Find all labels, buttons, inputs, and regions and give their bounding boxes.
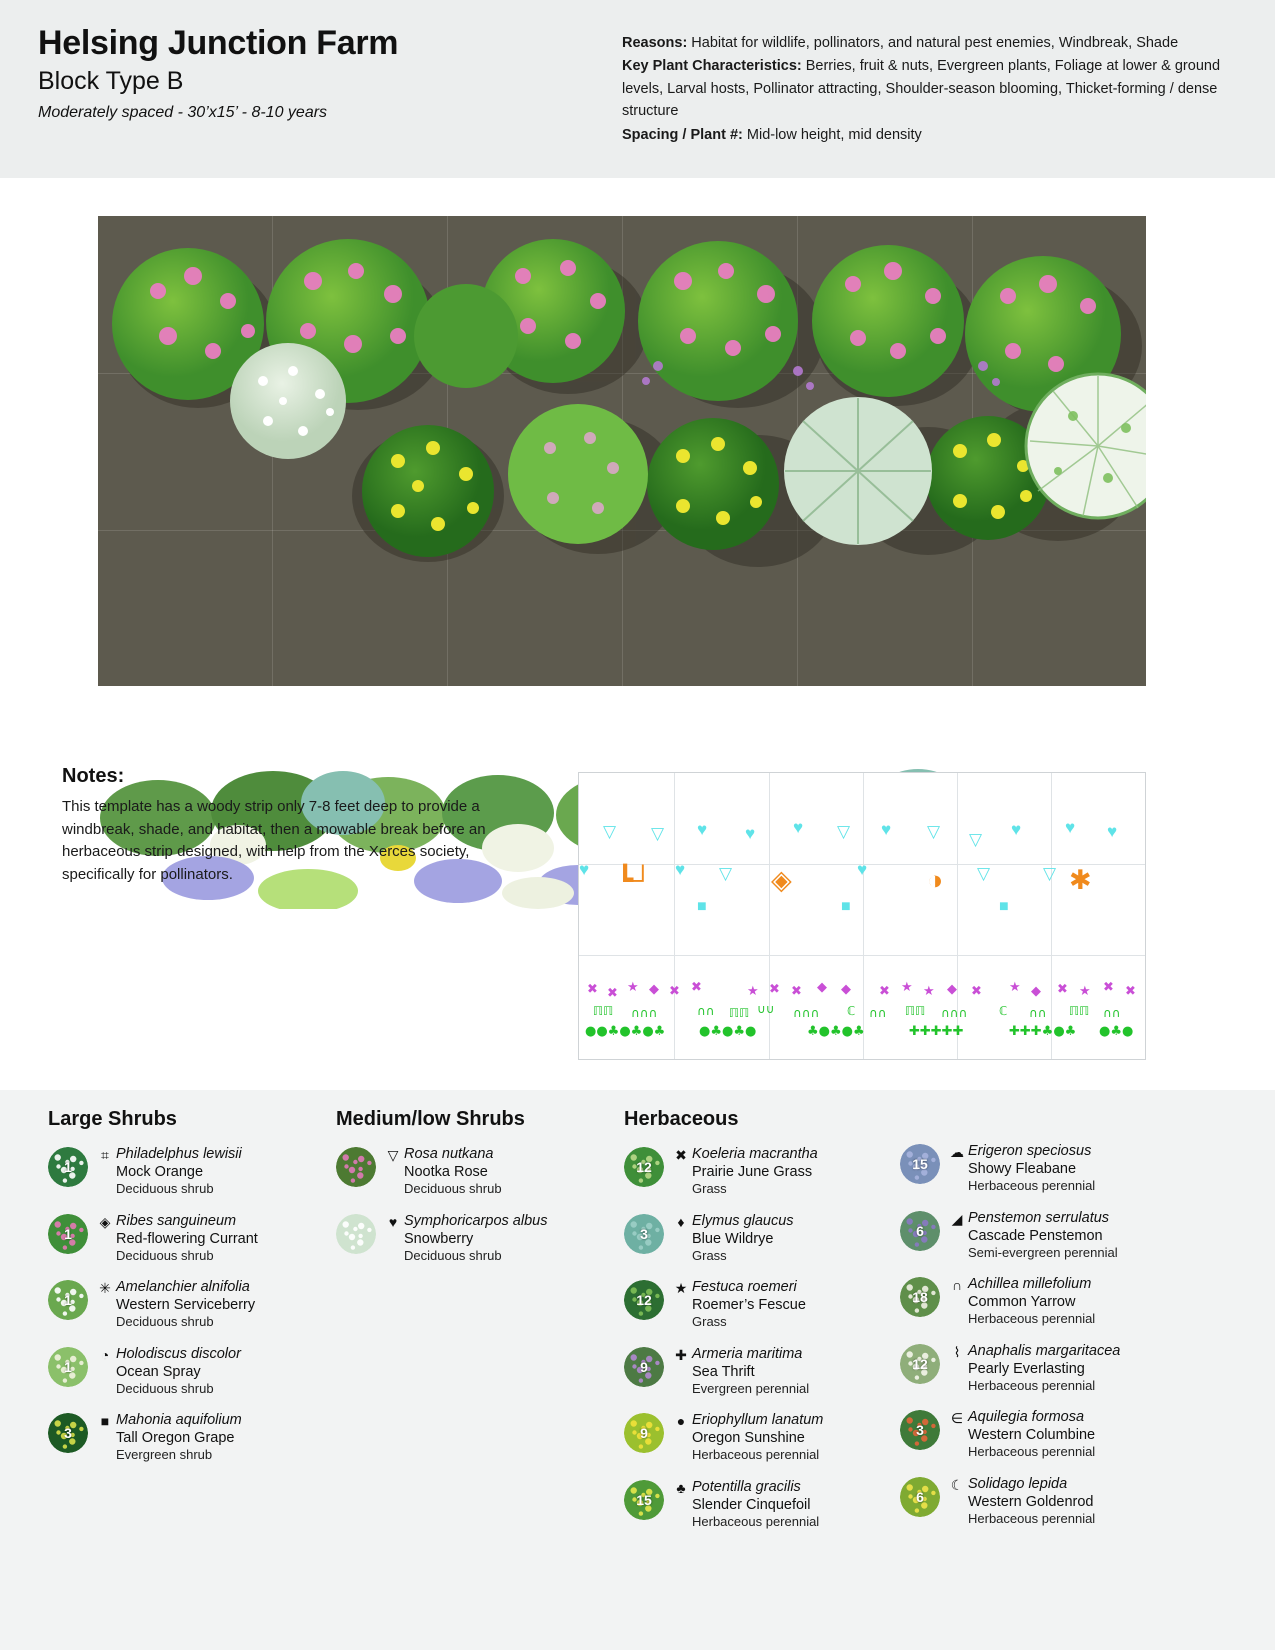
plant-thumbnail [900,1277,940,1317]
svg-text:∩∩: ∩∩ [697,1004,715,1018]
plant-common-name: Western Goldenrod [968,1493,1094,1510]
legend-item [624,1411,924,1464]
svg-text:∩∩∩: ∩∩∩ [631,1006,658,1020]
svg-text:★: ★ [1079,984,1091,999]
plan-symbol-rosa: ▽ [977,864,991,883]
plan-symbol-snowberry: ♥ [857,860,868,879]
reasons-text: Habitat for wildlife, pollinators, and natural pest enemies, Windbreak, Shade [687,35,1179,51]
plant-common-name: Oregon Sunshine [692,1430,805,1447]
plant-thumbnail [624,1214,664,1254]
reasons-row [622,32,1222,54]
page-title: Helsing Junction Farm [38,24,399,62]
svg-text:●♣●♣●: ●♣●♣● [699,1024,757,1039]
notes-body: This template has a woody strip only 7-8 feet deep to provide a windbreak, shade, and habitat, then a mowable break before an herbaceous strip designed, with help from the Xerces society, specifically for pollinators. [62,798,486,883]
svg-text:✖: ✖ [587,982,598,997]
notes-title: Notes: [62,765,125,787]
legend-title-medium-shrubs: Medium/low Shrubs [336,1108,525,1130]
plant-common-name: Mock Orange [116,1164,204,1181]
plant-scientific-name: Elymus glaucus [692,1212,794,1229]
legend-item [48,1278,328,1331]
svg-text:ℿℿ: ℿℿ [729,1006,750,1020]
plant-type: Evergreen perennial [692,1380,810,1396]
plan-symbol-mahonia: ■ [697,898,707,915]
plan-symbol-snowberry: ♥ [1065,818,1076,837]
plant-symbol-icon: ∈ [950,1410,964,1426]
block-type-label: Block Type B [38,67,184,95]
plan-symbol-snowberry: ♥ [1011,820,1022,839]
svg-text:✖: ✖ [879,984,890,999]
svg-text:✖: ✖ [791,984,802,999]
plant-thumbnail [624,1147,664,1187]
svg-text:✖: ✖ [1125,984,1136,999]
plant-scientific-name: Philadelphus lewisii [116,1146,242,1162]
legend-item [624,1345,924,1398]
plant-scientific-name: Solidago lepida [968,1475,1068,1492]
plan-symbol-rosa: ▽ [719,864,733,883]
plant-type: Herbaceous perennial [692,1447,820,1463]
header-left-block [38,24,398,122]
plant-count: 1 [64,1159,72,1175]
plant-scientific-name: Penstemon serrulatus [968,1209,1110,1226]
plant-scientific-name: Koeleria macrantha [692,1146,818,1162]
plant-symbol-icon: ✖ [675,1147,687,1163]
plant-common-name: Western Columbine [968,1427,1096,1444]
plant-scientific-name: Achillea millefolium [968,1276,1092,1292]
plant-count: 6 [916,1488,924,1505]
plant-count: 6 [916,1222,924,1239]
legend-item [624,1278,924,1331]
canopy-artwork [98,216,1146,686]
plant-count: 9 [640,1425,648,1441]
plant-type: Grass [692,1314,727,1330]
plot-background [98,216,1146,686]
svg-text:★: ★ [1009,980,1021,995]
plant-count: 3 [916,1422,924,1438]
svg-text:ℿℿ: ℿℿ [593,1004,614,1018]
legend-item [900,1275,1220,1328]
plan-symbol-rosa: ▽ [837,822,851,841]
plant-type: Herbaceous perennial [968,1311,1096,1327]
plant-count: 1 [64,1292,72,1308]
plan-symbol-snowberry: ♥ [675,860,686,879]
plant-count: 12 [912,1355,928,1372]
plan-symbol-snowberry: ♥ [697,820,708,839]
plan-symbol-rosa: ▽ [651,824,665,843]
legend-title-large-shrubs: Large Shrubs [48,1108,177,1130]
legend-item [48,1212,328,1265]
plan-symbol-snowberry: ♥ [881,820,892,839]
plant-common-name: Red-flowering Currant [116,1230,258,1247]
svg-text:ℿℿ: ℿℿ [1069,1004,1090,1018]
plant-symbol-icon: ✳ [99,1280,111,1296]
legend-item [624,1478,924,1531]
plant-common-name: Roemer’s Fescue [692,1297,806,1314]
plan-herbaceous-band [579,973,1147,1059]
plan-symbol-rosa: ▽ [969,830,983,849]
plan-symbol-ocean-spray: ◑ [927,865,944,895]
plant-count: 12 [636,1159,652,1175]
plant-symbol-icon: ♦ [677,1213,685,1230]
svg-text:∩∩∩: ∩∩∩ [793,1006,820,1020]
plant-type: Deciduous shrub [116,1380,214,1396]
legend-item [48,1145,328,1198]
spacing-row [622,124,1222,146]
plant-count: 15 [912,1156,928,1172]
svg-text:●♣●: ●♣● [1099,1024,1134,1039]
planting-illustration [0,178,1275,748]
legend-item [336,1212,616,1265]
plant-symbol-icon: ✚ [675,1346,687,1363]
plant-type: Evergreen shrub [116,1447,213,1463]
plan-symbol-currant: ◈ [771,865,792,895]
legend-item [900,1475,1220,1528]
plant-common-name: Western Serviceberry [116,1297,256,1314]
plant-symbol-icon: ♥ [388,1213,398,1230]
svg-text:★: ★ [901,980,913,995]
plant-count: 9 [640,1358,648,1375]
plan-symbol-rosa: ▽ [603,822,617,841]
plant-thumbnail [48,1214,88,1254]
plant-symbol-icon: ● [676,1413,686,1429]
svg-text:◆: ◆ [841,982,851,997]
plant-common-name: Prairie June Grass [692,1164,813,1181]
svg-text:★: ★ [627,980,639,995]
plant-thumbnail [624,1413,664,1453]
legend-item [48,1345,328,1398]
plant-type: Deciduous shrub [404,1181,502,1197]
svg-text:✖: ✖ [971,984,982,999]
plant-symbol-icon: ⌗ [101,1147,109,1163]
plant-type: Deciduous shrub [116,1314,214,1330]
plant-thumbnail [900,1477,940,1517]
header-details [622,32,1222,147]
notes-block [62,765,532,886]
plant-symbol-icon: ◢ [951,1210,963,1227]
plant-thumbnail [336,1147,376,1187]
plant-thumbnail [336,1214,376,1254]
svg-text:◆: ◆ [817,980,827,995]
svg-text:∩∩: ∩∩ [1103,1006,1121,1020]
svg-text:ℂ: ℂ [847,1004,856,1018]
plant-thumbnail [48,1413,88,1453]
plant-common-name: Tall Oregon Grape [116,1430,235,1447]
plant-thumbnail [624,1280,664,1320]
plant-scientific-name: Aquilegia formosa [968,1409,1085,1425]
plant-thumbnail [900,1410,940,1450]
legend-column-herbaceous-2 [900,1142,1220,1541]
plant-scientific-name: Ribes sanguineum [116,1212,237,1229]
plant-count: 18 [912,1289,928,1305]
svg-text:✖: ✖ [607,986,618,1001]
plant-type: Semi-evergreen perennial [968,1244,1118,1260]
legend-item [900,1142,1220,1195]
svg-text:◆: ◆ [947,982,957,997]
plant-type: Herbaceous perennial [692,1513,820,1529]
plant-count: 3 [640,1225,648,1242]
legend-item [624,1145,924,1198]
svg-text:∩∩∩: ∩∩∩ [941,1006,968,1020]
legend-title-herbaceous: Herbaceous [624,1108,739,1130]
legend-item [624,1212,924,1265]
plant-legend [0,1090,1275,1650]
plant-common-name: Pearly Everlasting [968,1360,1085,1377]
svg-text:✖: ✖ [769,982,780,997]
plant-symbol-icon: ☁ [950,1144,964,1160]
plant-type: Herbaceous perennial [968,1178,1096,1194]
plant-type: Deciduous shrub [116,1181,214,1197]
svg-text:✖: ✖ [1057,982,1068,997]
plant-scientific-name: Anaphalis margaritacea [968,1342,1121,1359]
plant-thumbnail [624,1480,664,1520]
legend-column-large-shrubs [48,1108,328,1478]
plant-symbol-icon: ◔ [100,1346,110,1363]
legend-item [336,1145,616,1198]
plant-scientific-name: Potentilla gracilis [692,1478,801,1495]
legend-item [48,1411,328,1464]
legend-item [900,1209,1220,1262]
plant-common-name: Blue Wildrye [692,1230,774,1247]
plan-symbol-mahonia: ■ [841,898,851,915]
plant-thumbnail [900,1211,940,1251]
svg-text:●●♣●♣●♣: ●●♣●♣●♣ [585,1024,666,1039]
plant-common-name: Snowberry [404,1230,474,1247]
svg-text:★: ★ [747,984,759,999]
plant-scientific-name: Holodiscus discolor [116,1345,241,1362]
plant-scientific-name: Erigeron speciosus [968,1143,1092,1159]
plant-common-name: Slender Cinquefoil [692,1496,811,1513]
plant-common-name: Showy Fleabane [968,1161,1077,1178]
characteristics-label: Key Plant Characteristics: [622,58,802,75]
svg-text:★: ★ [923,984,935,999]
plant-count: 15 [636,1491,652,1508]
plant-symbol-icon: ★ [674,1280,688,1296]
plant-count: 12 [636,1292,652,1308]
plant-scientific-name: Symphoricarpos albus [404,1212,548,1229]
plant-scientific-name: Armeria maritima [692,1345,803,1362]
page-header [0,0,1275,178]
plan-symbol-snowberry: ♥ [1107,822,1118,841]
svg-text:♣●♣●♣: ♣●♣●♣ [807,1024,865,1039]
characteristics-row [622,55,1222,122]
plant-type: Deciduous shrub [404,1247,502,1263]
plant-common-name: Nootka Rose [404,1164,488,1181]
svg-text:∩∩: ∩∩ [869,1006,887,1020]
svg-text:ℿℿ: ℿℿ [905,1004,926,1018]
svg-text:✖: ✖ [1103,980,1114,995]
svg-text:✖: ✖ [691,980,702,995]
plant-count: 1 [64,1358,72,1375]
plant-scientific-name: Festuca roemeri [692,1279,797,1295]
spacing-label: Spacing / Plant #: [622,126,743,143]
plant-symbol-icon: ▽ [387,1147,399,1163]
legend-item [900,1408,1220,1461]
plant-symbol-icon: ♣ [676,1479,686,1496]
plant-symbol-icon: ■ [100,1413,110,1429]
plant-thumbnail [48,1147,88,1187]
plant-type: Herbaceous perennial [968,1510,1096,1526]
plant-type: Herbaceous perennial [968,1377,1096,1393]
plant-type: Grass [692,1181,727,1197]
block-subtitle: Moderately spaced - 30’x15’ - 8-10 years [38,104,328,121]
svg-text:✚✚✚♣●♣: ✚✚✚♣●♣ [1009,1024,1077,1039]
plan-symbol-serviceberry: ✱ [1069,865,1092,895]
plan-symbol-mock-orange: ┗┘ [617,865,653,895]
legend-column-herbaceous [624,1108,924,1544]
plant-symbol-icon: ⌇ [953,1343,961,1360]
plan-symbol-snowberry: ♥ [579,860,590,879]
plant-type: Herbaceous perennial [968,1444,1096,1460]
svg-text:ℂ: ℂ [999,1004,1008,1018]
svg-text:∩∩: ∩∩ [1029,1006,1047,1020]
plant-common-name: Sea Thrift [692,1363,755,1380]
plant-thumbnail [48,1347,88,1387]
svg-text:✖: ✖ [669,984,680,999]
reasons-label: Reasons: [622,35,688,51]
plant-scientific-name: Rosa nutkana [404,1146,494,1162]
plan-symbol-mahonia: ■ [999,898,1009,915]
plant-common-name: Ocean Spray [116,1363,201,1380]
svg-text:◆: ◆ [1031,984,1041,999]
plant-common-name: Common Yarrow [968,1294,1076,1311]
plant-count: 3 [64,1425,72,1441]
plant-symbol-icon: ∩ [951,1277,963,1293]
plan-symbol-snowberry: ♥ [793,818,804,837]
plant-scientific-name: Eriophyllum lanatum [692,1412,824,1428]
svg-text:∪∪: ∪∪ [757,1002,775,1016]
plant-thumbnail [900,1344,940,1384]
plan-symbol-rosa: ▽ [927,822,941,841]
legend-item [900,1342,1220,1395]
plant-scientific-name: Mahonia aquifolium [116,1412,242,1428]
svg-text:◆: ◆ [649,982,659,997]
characteristics-text: Berries, fruit & nuts, Evergreen plants, Foliage at lower & ground levels, Larval hosts, Pollinator attracting, Shoulder-season blooming, Thicket-forming / dense structure [622,58,1221,120]
plant-common-name: Cascade Penstemon [968,1227,1103,1244]
plan-symbol-snowberry: ♥ [745,824,756,843]
svg-text:✚✚✚✚✚: ✚✚✚✚✚ [909,1024,964,1039]
plant-thumbnail [900,1144,940,1184]
plan-diagram [578,772,1146,1060]
plant-type: Deciduous shrub [116,1247,214,1263]
legend-column-medium-shrubs [336,1108,616,1278]
plant-thumbnail [48,1280,88,1320]
plant-type: Grass [692,1247,727,1263]
plant-scientific-name: Amelanchier alnifolia [116,1279,250,1295]
plan-symbol-rosa: ▽ [1043,864,1057,883]
plant-count: 1 [64,1225,72,1242]
plant-symbol-icon: ☾ [950,1476,964,1493]
plant-thumbnail [624,1347,664,1387]
spacing-text: Mid-low height, mid density [742,126,922,143]
plant-symbol-icon: ◈ [99,1213,111,1230]
